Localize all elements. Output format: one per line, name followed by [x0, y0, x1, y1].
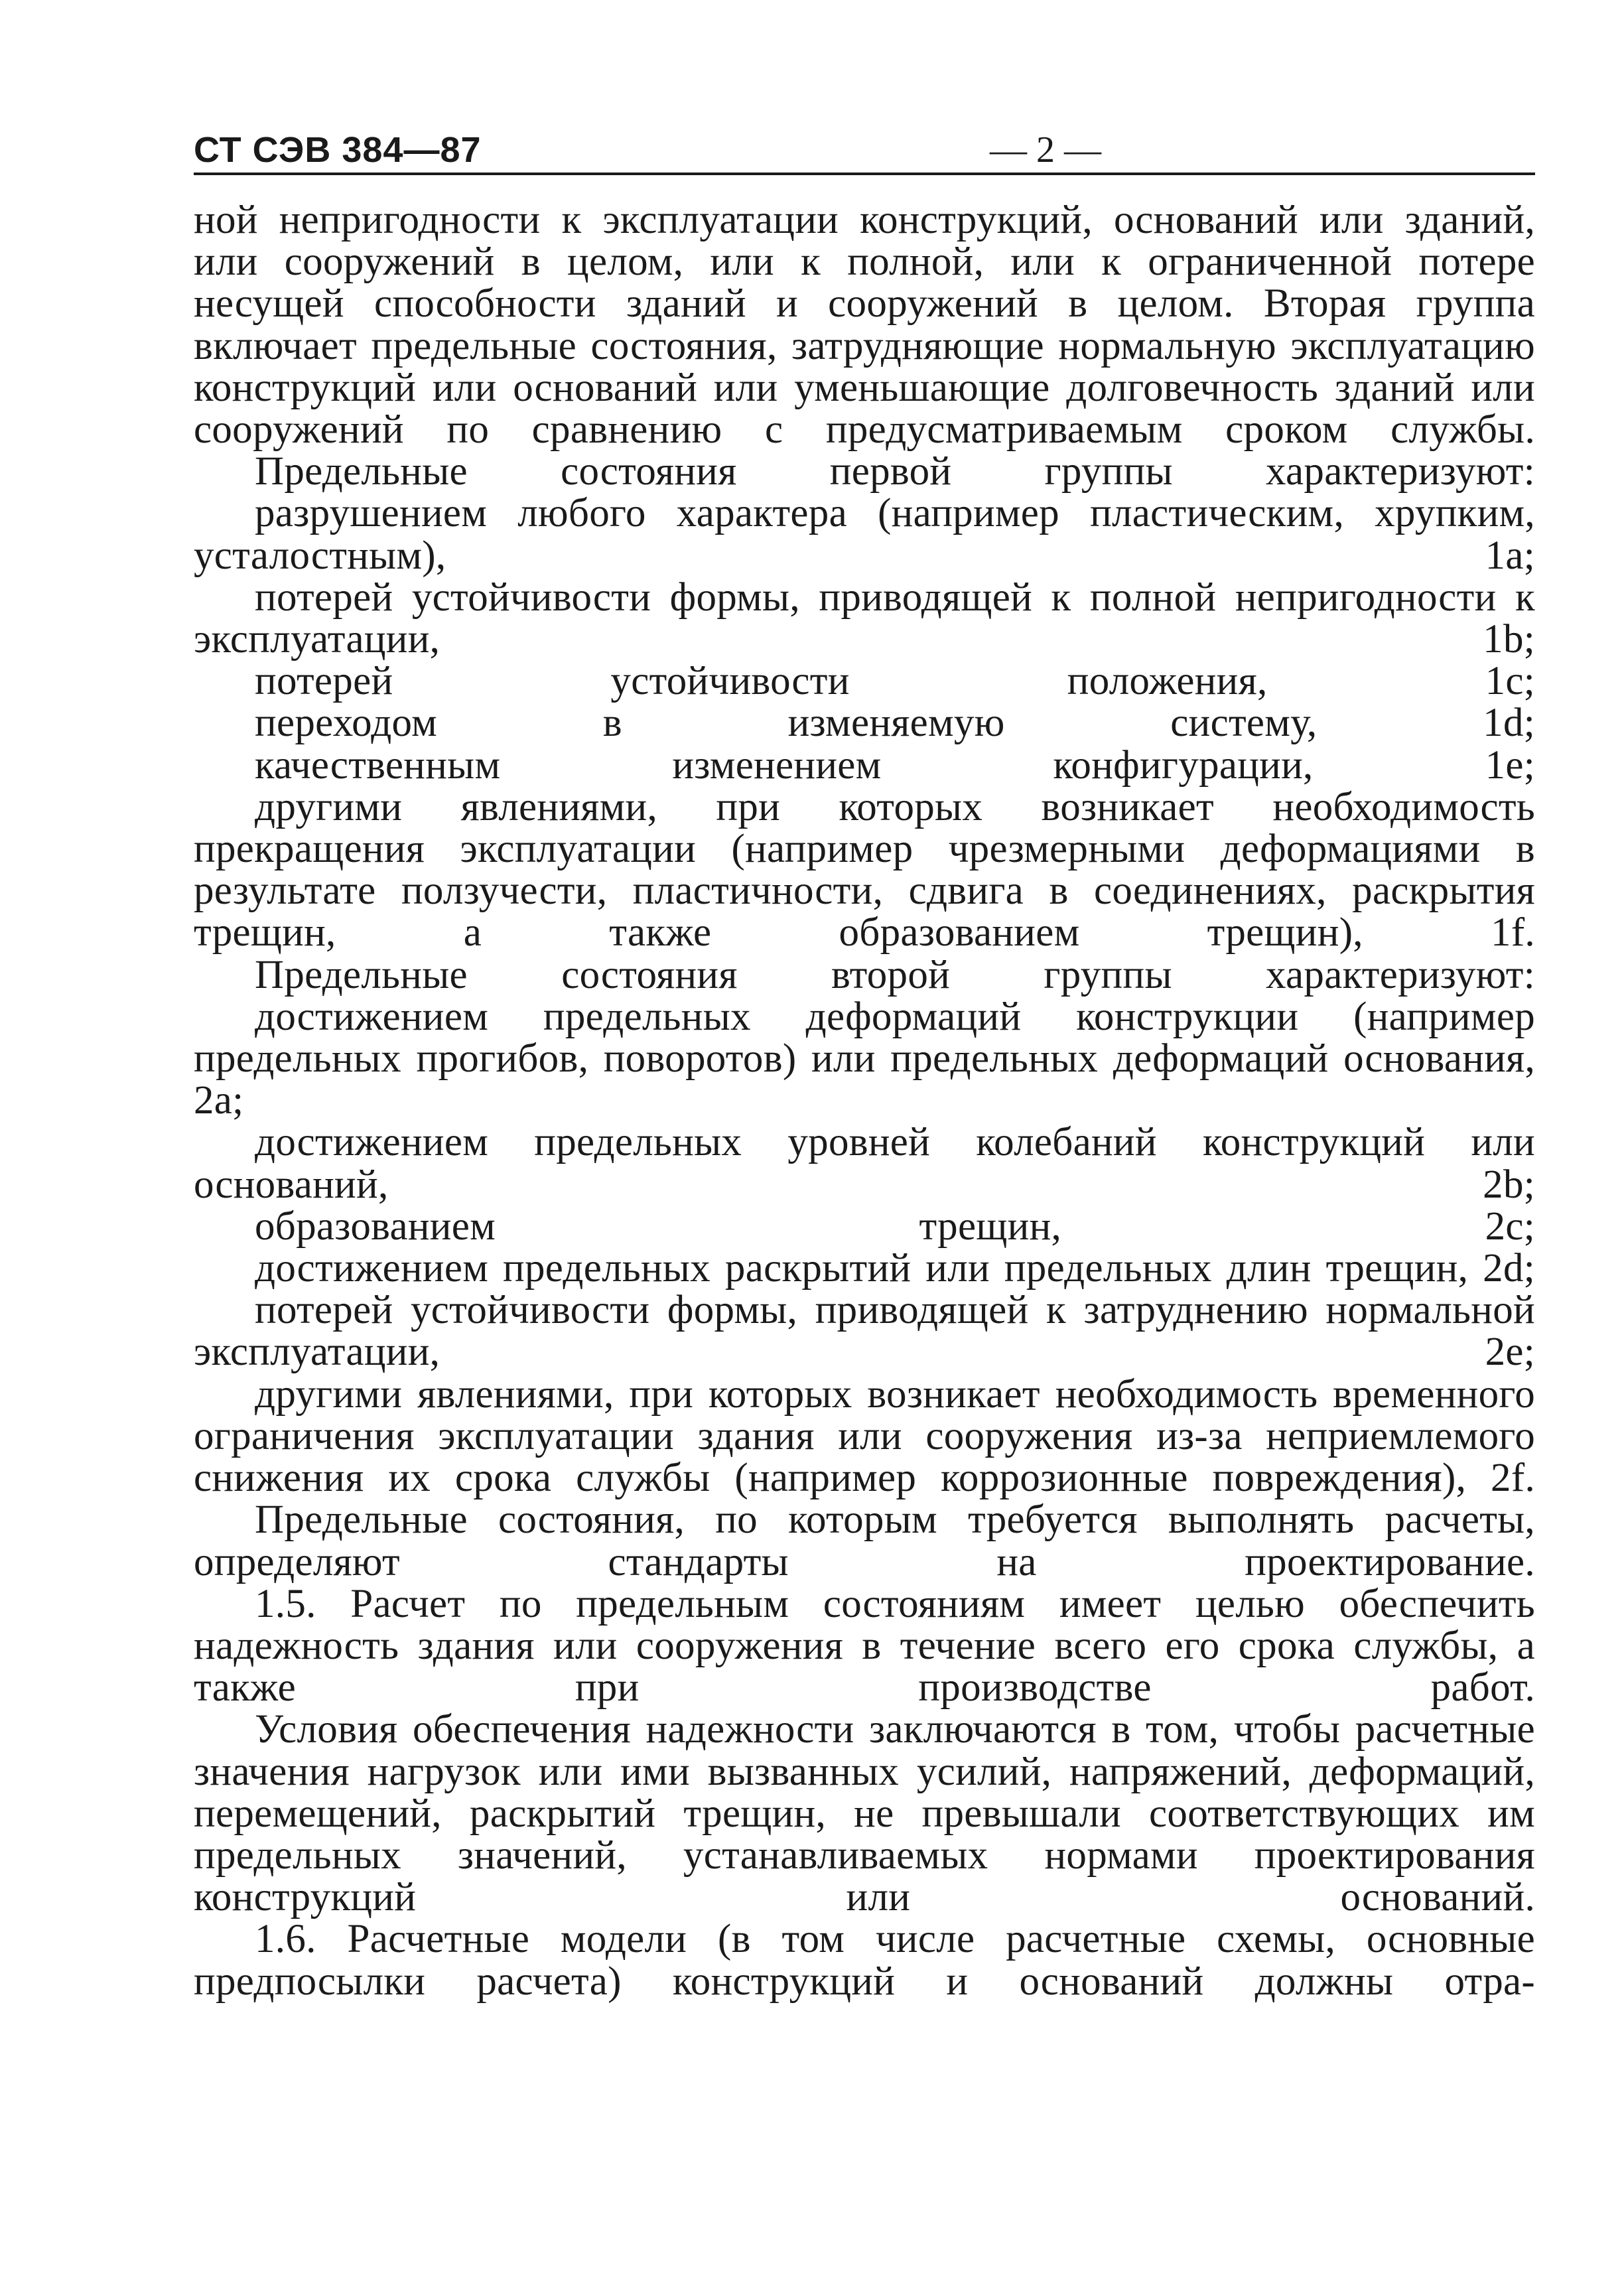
- list-item-2f: другими явлениями, при которых возникает необходимость временного ограничения эксплуатации здания или сооружения из-за неприемлемого снижения их срока службы (например коррозионные повреждения), 2f.: [194, 1371, 1535, 1501]
- list-item-2a: достижением предельных деформаций конструкции (например предельных прогибов, поворотов) или предельных деформаций основания, 2а;: [194, 994, 1535, 1123]
- paragraph-continuation: ной непригодности к эксплуатации конструкций, оснований или зданий, или сооружений в целом, или к полной, или к ограниченной потере несущей способности зданий и сооружений в целом. Вторая группа включает предельные состояния, затрудняющие нормальную эксплуатацию конструкций или оснований или уменьшающие долговечность зданий или сооружений по сравнению с предусматриваемым сроком службы.: [194, 198, 1535, 452]
- list-item-1f: другими явлениями, при которых возникает необходимость прекращения эксплуатации (например чрезмерными деформациями в результате ползучести, пластичности, сдвига в соединениях, раскрытия трещин, а также образованием трещин), 1f.: [194, 784, 1535, 955]
- clause-1-5: 1.5. Расчет по предельным состояниям имеет целью обеспечить надежность здания или сооружения в течение всего его срока службы, а также при производстве работ.: [194, 1581, 1535, 1710]
- list-item-1c: потерей устойчивости положения, 1с;: [255, 659, 1535, 704]
- paragraph-second-group-intro: Предельные состояния второй группы характеризуют:: [255, 952, 1535, 997]
- list-item-2e: потерей устойчивости формы, приводящей к затруднению нормальной эксплуатации, 2е;: [194, 1288, 1535, 1375]
- page-number: — 2 —: [990, 129, 1101, 171]
- list-item-1d: переходом в изменяемую систему, 1d;: [255, 701, 1535, 746]
- list-item-1e: качественным изменением конфигурации, 1е;: [255, 742, 1535, 788]
- clause-1-6: 1.6. Расчетные модели (в том числе расчетные схемы, основные предпосылки расчета) конструкций и оснований должны отра-: [194, 1917, 1535, 2004]
- document-code: СТ СЭВ 384—87: [194, 130, 482, 170]
- list-item-2c: образованием трещин, 2с;: [255, 1204, 1535, 1249]
- paragraph-first-group-intro: Предельные состояния первой группы характеризуют:: [255, 449, 1535, 494]
- page-header: [194, 123, 1535, 176]
- list-item-1b: потерей устойчивости формы, приводящей к полной непригодности к эксплуатации, 1b;: [194, 575, 1535, 662]
- list-item-2b: достижением предельных уровней колебаний конструкций или оснований, 2b;: [194, 1120, 1535, 1207]
- paragraph-reliability-conditions: Условия обеспечения надежности заключаются в том, чтобы расчетные значения нагрузок или ими вызванных усилий, напряжений, деформаций, перемещений, раскрытий трещин, не превышали соответствующих им предельных значений, устанавливаемых нормами проектирования конструкций или оснований.: [194, 1707, 1535, 1920]
- body-text: [194, 199, 1535, 2002]
- header-divider: [194, 173, 1535, 175]
- list-item-1a: разрушением любого характера (например пластическим, хрупким, усталостным), 1а;: [194, 491, 1535, 578]
- list-item-2d: достижением предельных раскрытий или предельных длин трещин, 2d;: [255, 1246, 1535, 1291]
- paragraph-calculation-standards: Предельные состояния, по которым требуется выполнять расчеты, определяют стандарты на проектирование.: [194, 1497, 1535, 1584]
